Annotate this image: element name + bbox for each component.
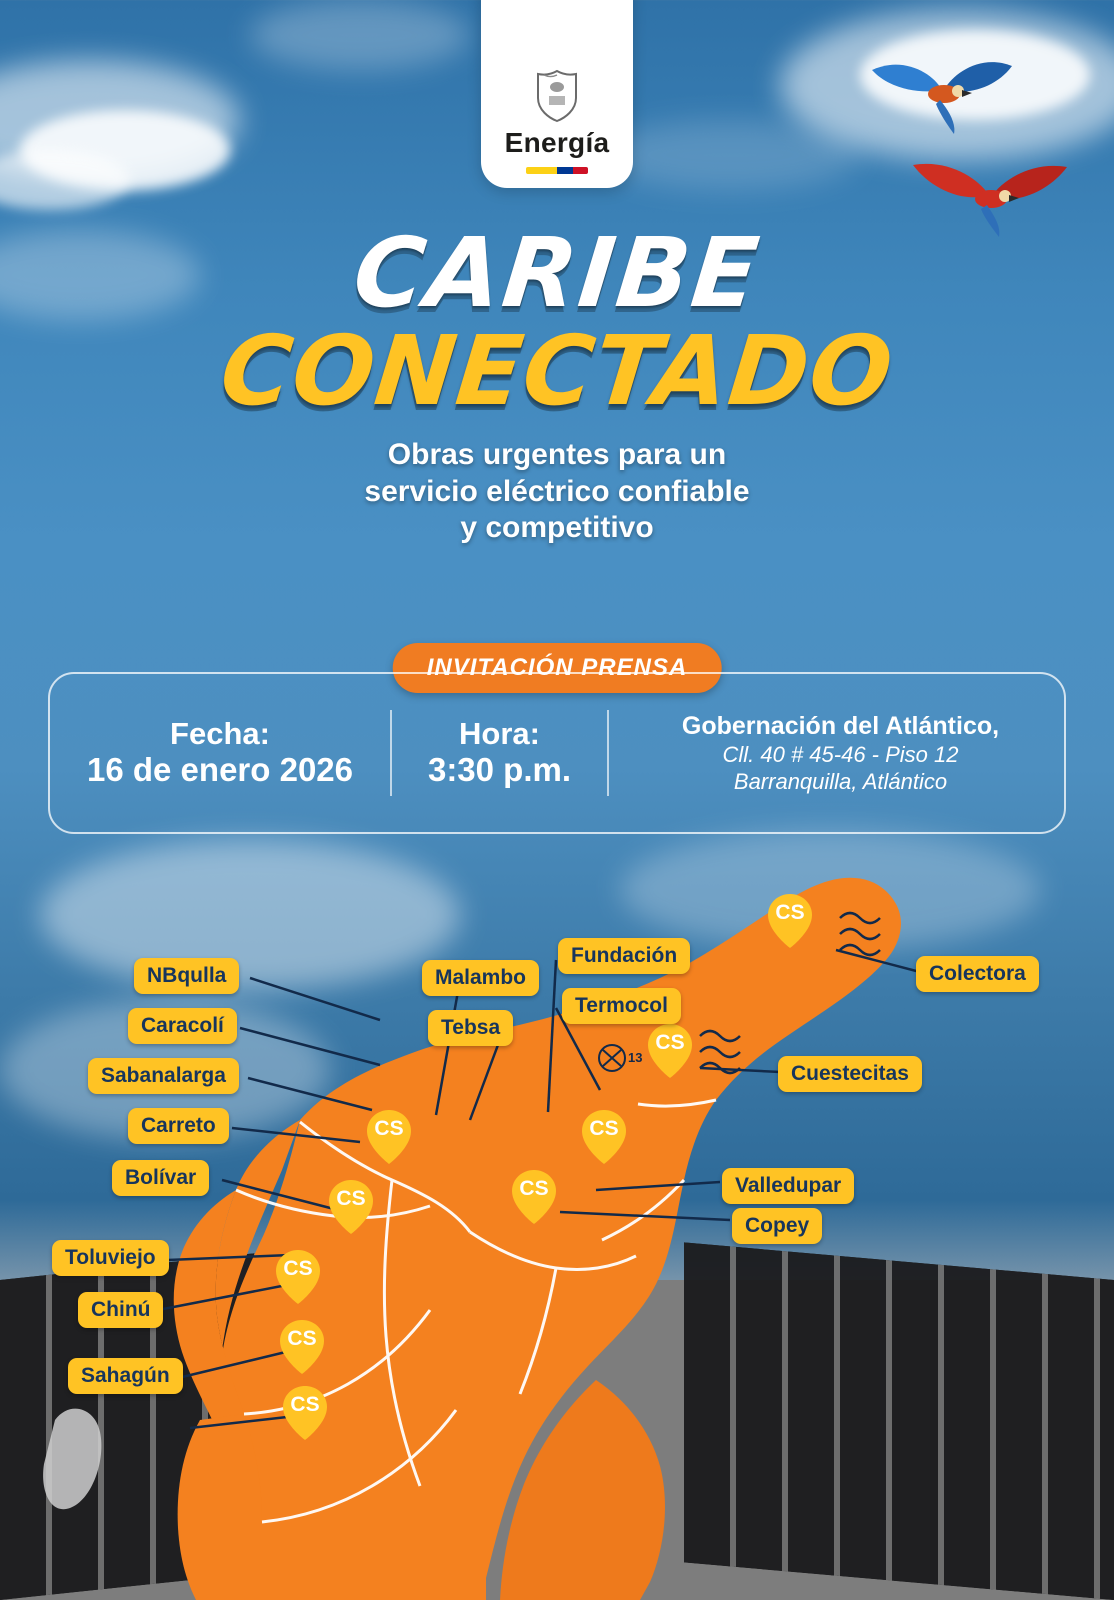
pin-label: CS (287, 1327, 317, 1350)
subtitle-line-2: servicio eléctrico confiable (364, 474, 750, 508)
map-label-fundacion[interactable]: Fundación (558, 938, 690, 974)
colombia-coat-of-arms-icon (534, 69, 580, 123)
pin-cuestecitas[interactable] (644, 1022, 696, 1074)
map-label-caracoli[interactable]: Caracolí (128, 1008, 237, 1044)
pin-label: CS (655, 1031, 685, 1054)
map-label-tebsa[interactable]: Tebsa (428, 1010, 513, 1046)
map-label-toluviejo[interactable]: Toluviejo (52, 1240, 169, 1276)
pin-label: CS (519, 1177, 549, 1200)
pin-sahagun[interactable] (279, 1384, 331, 1436)
map-label-sahagun[interactable]: Sahagún (68, 1358, 183, 1394)
pin-valledupar[interactable] (578, 1108, 630, 1160)
event-time-column (392, 716, 607, 791)
venue-name: Gobernación del Atlántico, (681, 711, 1000, 740)
pin-label: CS (775, 901, 805, 924)
venue-city: Barranquilla, Atlántico (733, 769, 948, 794)
subtitle-block (0, 437, 1114, 547)
caribbean-region-map (0, 860, 1114, 1600)
macaw-bird-icon (862, 50, 1022, 145)
pin-colectora[interactable] (764, 892, 816, 944)
map-label-bolivar[interactable]: Bolívar (112, 1160, 209, 1196)
pin-chinu[interactable] (276, 1318, 328, 1370)
pin-label: CS (589, 1117, 619, 1140)
pin-toluviejo[interactable] (272, 1248, 324, 1300)
map-label-termocol[interactable]: Termocol (562, 988, 681, 1024)
map-label-malambo[interactable]: Malambo (422, 960, 539, 996)
map-label-chinu[interactable]: Chinú (78, 1292, 163, 1328)
marker-number: 13 (628, 1050, 643, 1065)
map-label-valledupar[interactable]: Valledupar (722, 1168, 854, 1204)
press-invitation-badge: INVITACIÓN PRENSA (393, 643, 722, 693)
date-label: Fecha: (170, 715, 270, 751)
map-label-copey[interactable]: Copey (732, 1208, 822, 1244)
cloud (250, 0, 470, 70)
subtitle-line-3: y competitivo (460, 511, 654, 545)
pin-label: CS (290, 1393, 320, 1416)
time-value: 3:30 p.m. (427, 751, 572, 789)
event-info-box (48, 672, 1066, 834)
pin-bolivar[interactable] (325, 1178, 377, 1230)
hero-title-block (0, 217, 1114, 547)
event-date-column (50, 716, 390, 791)
title-line-2: CONECTADO (215, 315, 899, 428)
map-label-carreto[interactable]: Carreto (128, 1108, 229, 1144)
venue-address: Cll. 40 # 45-46 - Piso 12 (722, 741, 959, 767)
brand-wordmark: Energía (504, 127, 610, 158)
map-label-sabanalarga[interactable]: Sabanalarga (88, 1058, 239, 1094)
time-label: Hora: (459, 715, 540, 751)
event-venue-column (609, 711, 1064, 796)
cloud (600, 120, 860, 190)
title-line-1: CARIBE (348, 217, 766, 329)
pin-atlantico[interactable] (363, 1108, 415, 1160)
subtitle-line-1: Obras urgentes para un (387, 438, 727, 472)
pin-label: CS (283, 1257, 313, 1280)
map-label-colectora[interactable]: Colectora (916, 956, 1039, 992)
map-label-cuestecitas[interactable]: Cuestecitas (778, 1056, 922, 1092)
map-label-nbqulla[interactable]: NBqulla (134, 958, 239, 994)
date-value: 16 de enero 2026 (87, 751, 353, 789)
pin-label: CS (336, 1187, 366, 1210)
colombia-flag-bar (526, 167, 588, 174)
pin-copey[interactable] (508, 1168, 560, 1220)
pin-label: CS (374, 1117, 404, 1140)
energia-logo-card (481, 0, 633, 188)
